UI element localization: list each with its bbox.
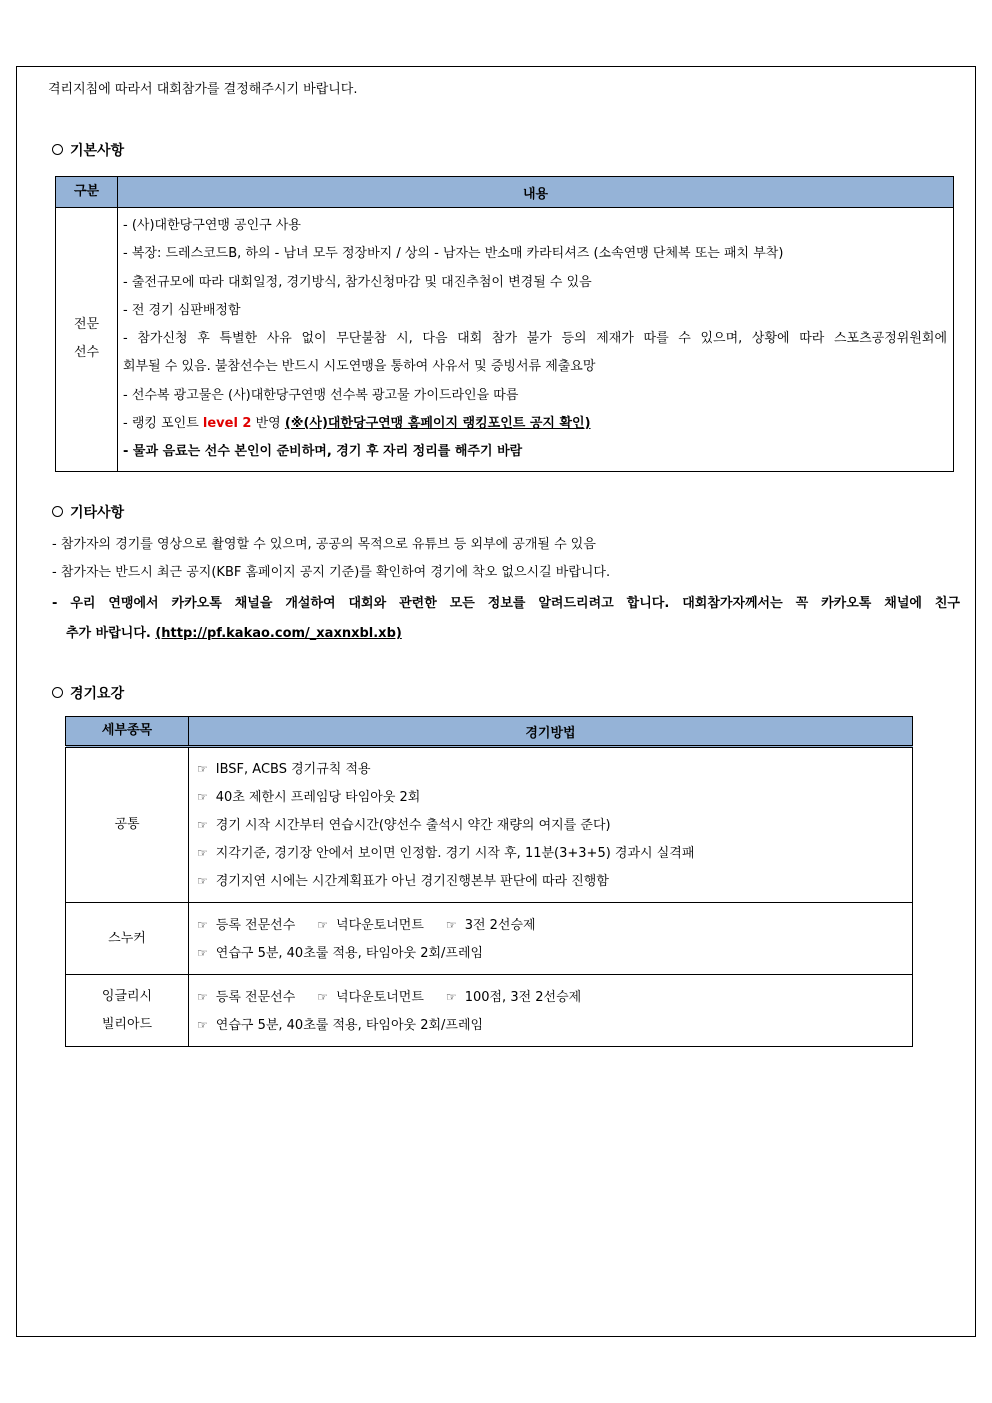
- col-content-header: 내용: [118, 177, 954, 208]
- col-category-header: 구분: [56, 177, 118, 208]
- list-item: ☞ 경기지연 시에는 시간계획표가 아닌 경기진행본부 판단에 따라 진행함: [197, 867, 904, 895]
- pointing-hand-icon: ☞: [317, 917, 329, 932]
- snooker-label: 스누커: [66, 903, 189, 975]
- pointing-hand-icon: ☞: [197, 790, 208, 804]
- pointing-hand-icon: ☞: [197, 1017, 208, 1032]
- pointing-hand-icon: ☞: [445, 917, 457, 932]
- list-item: ☞ 연습구 5분, 40초룰 적용, 타임아웃 2회/프레임: [197, 939, 904, 967]
- list-item: - (사)대한당구연맹 공인구 사용: [123, 218, 301, 233]
- list-item: - 물과 음료는 선수 본인이 준비하며, 경기 후 자리 정리를 해주기 바람: [123, 444, 523, 460]
- pointing-hand-icon: ☞: [197, 846, 208, 860]
- col-event-header: 세부종목: [66, 717, 189, 747]
- etc-heading: 기타사항: [52, 502, 124, 522]
- row-label: 전문 선수: [56, 208, 118, 472]
- basic-heading: 기본사항: [52, 140, 124, 160]
- english-items: [189, 975, 913, 1047]
- list-item: ☞ 등록 전문선수 ☞ 넉다운토너먼트 ☞ 100점, 3전 2선승제: [197, 983, 904, 1011]
- circle-bullet-icon: [52, 687, 63, 698]
- pointing-hand-icon: ☞: [197, 917, 208, 932]
- list-item: ☞ 등록 전문선수 ☞ 넉다운토너먼트 ☞ 3전 2선승제: [197, 911, 904, 939]
- ranking-note: (※(사)대한당구연맹 홈페이지 랭킹포인트 공지 확인): [284, 416, 591, 432]
- pointing-hand-icon: ☞: [197, 874, 208, 888]
- etc-item: 추가 바랍니다. (http://pf.kakao.com/_xaxnxbl.xb): [66, 626, 402, 641]
- list-item: - 출전규모에 따라 대회일정, 경기방식, 참가신청마감 및 대진추첨이 변경될 수 있음: [123, 274, 592, 290]
- circle-bullet-icon: [52, 506, 63, 517]
- pointing-hand-icon: ☞: [317, 989, 329, 1004]
- kakao-link[interactable]: (http://pf.kakao.com/_xaxnxbl.xb): [155, 626, 402, 641]
- circle-bullet-icon: [52, 144, 63, 155]
- snooker-items: [189, 903, 913, 975]
- rules-heading: 경기요강: [52, 683, 124, 703]
- basic-table: [55, 176, 954, 472]
- ranking-item: - 랭킹 포인트 level 2 반영 (※(사)대한당구연맹 홈페이지 랭킹포인트 공지 확인): [123, 416, 591, 432]
- pointing-hand-icon: ☞: [445, 989, 457, 1004]
- col-method-header: 경기방법: [189, 717, 913, 747]
- list-item: - 선수복 광고물은 (사)대한당구연맹 선수복 광고물 가이드라인을 따름: [123, 387, 519, 403]
- basic-items: [118, 208, 954, 472]
- list-item: ☞ 경기 시작 시간부터 연습시간(양선수 출석시 약간 재량의 여지를 준다): [197, 811, 904, 839]
- pointing-hand-icon: ☞: [197, 762, 208, 776]
- english-label: 잉글리시 빌리아드: [66, 975, 189, 1047]
- list-item: ☞ 지각기준, 경기장 안에서 보이면 인정함. 경기 시작 후, 11분(3+3+5) 경과시 실격패: [197, 839, 904, 867]
- pointing-hand-icon: ☞: [197, 818, 208, 832]
- list-item: - 전 경기 심판배정함: [123, 302, 241, 318]
- etc-item: - 참가자의 경기를 영상으로 촬영할 수 있으며, 공공의 목적으로 유튜브 등 외부에 공개될 수 있음: [52, 537, 596, 552]
- ranking-level: level 2: [202, 416, 252, 432]
- intro-text: 격리지침에 따라서 대회참가를 결정해주시기 바랍니다.: [48, 82, 358, 97]
- list-item: - 참가신청 후 특별한 사유 없이 무단불참 시, 다음 대회 참가 불가 등의 제재가 따를 수 있으며, 상황에 따라 스포츠공정위원회에: [123, 331, 947, 347]
- etc-item: - 참가자는 반드시 최근 공지(KBF 홈페이지 공지 기준)를 확인하여 경기에 착오 없으시길 바랍니다.: [52, 565, 611, 580]
- pointing-hand-icon: ☞: [197, 989, 208, 1004]
- etc-item: - 우리 연맹에서 카카오톡 채널을 개설하여 대회와 관련한 모든 정보를 알려드리려고 합니다. 대회참가자께서는 꼭 카카오톡 채널에 친구: [52, 596, 960, 611]
- list-item: 회부될 수 있음. 불참선수는 반드시 시도연맹을 통하여 사유서 및 증빙서류 제출요망: [123, 359, 596, 375]
- list-item: ☞ IBSF, ACBS 경기규칙 적용: [197, 755, 904, 783]
- pointing-hand-icon: ☞: [197, 945, 208, 960]
- common-items: [189, 747, 913, 903]
- common-label: 공통: [66, 747, 189, 903]
- list-item: ☞ 40초 제한시 프레임당 타임아웃 2회: [197, 783, 904, 811]
- list-item: - 복장: 드레스코드B, 하의 - 남녀 모두 정장바지 / 상의 - 남자는 반소매 카라티셔즈 (소속연맹 단체복 또는 패치 부착): [123, 246, 784, 262]
- list-item: ☞ 연습구 5분, 40초룰 적용, 타임아웃 2회/프레임: [197, 1011, 904, 1039]
- rules-table: [65, 716, 913, 1047]
